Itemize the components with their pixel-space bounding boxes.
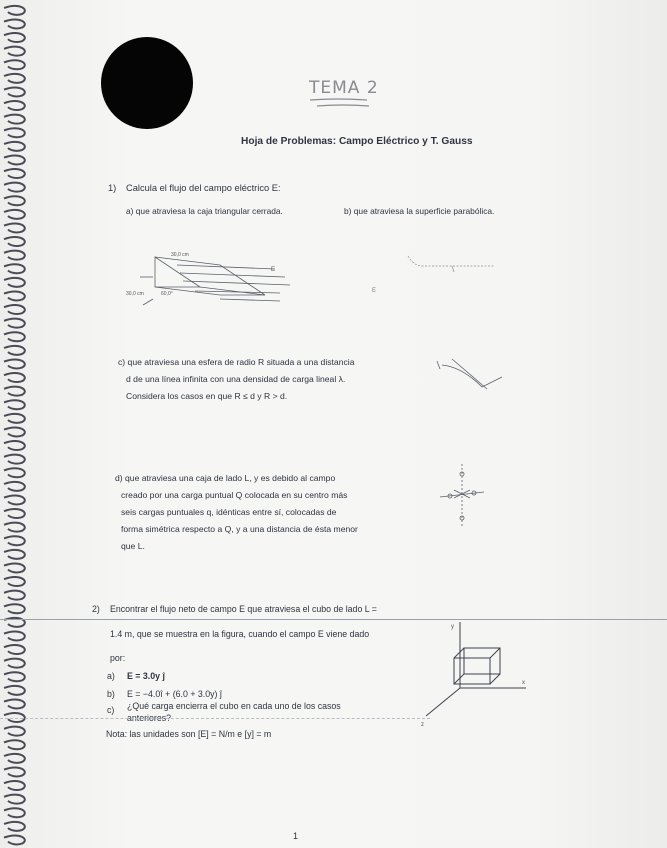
horizontal-rule bbox=[0, 619, 667, 620]
binding-ring bbox=[4, 509, 25, 518]
problem1-part-d bbox=[115, 470, 397, 555]
part-d-line-4: forma simétrica respecto a Q, y a una distancia de ésta menor bbox=[121, 524, 358, 534]
spiral-binding bbox=[0, 0, 40, 848]
binding-ring bbox=[4, 196, 25, 205]
binding-ring bbox=[4, 387, 25, 396]
fig-b-label-e: E bbox=[372, 288, 377, 294]
binding-ring bbox=[4, 155, 25, 164]
problem2-b-equation: E = −4.0î + (6.0 + 3.0y) ĵ bbox=[127, 689, 222, 699]
triangular-box-figure bbox=[125, 247, 295, 315]
problem2-number: 2) bbox=[92, 604, 100, 614]
binding-ring bbox=[4, 60, 25, 69]
binding-ring bbox=[4, 699, 25, 708]
cube-axes-figure bbox=[418, 618, 536, 728]
dashed-separator bbox=[0, 718, 430, 719]
binding-ring bbox=[4, 128, 25, 137]
binding-ring bbox=[4, 740, 25, 749]
problem2-line-2: 1.4 m, que se muestra en la figura, cuando el campo E viene dado bbox=[110, 629, 370, 639]
binding-ring bbox=[4, 210, 25, 219]
problem1-part-c bbox=[118, 354, 398, 405]
part-d-line-5: que L. bbox=[121, 541, 145, 551]
binding-ring bbox=[4, 305, 25, 314]
binding-ring bbox=[4, 346, 25, 355]
binding-ring bbox=[4, 47, 25, 56]
binding-ring bbox=[4, 251, 25, 260]
axis-label-z: z bbox=[421, 722, 424, 728]
problem2-a-equation: E = 3.0y ĵ bbox=[127, 671, 165, 681]
binding-ring bbox=[4, 359, 25, 368]
part-d-line-2: creado por una carga puntual Q colocada en su centro más bbox=[121, 490, 348, 500]
problem2-line-3: por: bbox=[110, 653, 126, 663]
problem2-b-label: b) bbox=[107, 689, 115, 699]
binding-ring bbox=[4, 754, 25, 763]
binding-ring bbox=[4, 319, 25, 328]
fig-a-label-bottom: 30,0 cm bbox=[126, 291, 144, 297]
parabolic-surface-figure bbox=[372, 252, 505, 297]
binding-ring bbox=[4, 264, 25, 273]
axis-label-y: y bbox=[451, 624, 454, 630]
binding-ring bbox=[4, 278, 25, 287]
binding-ring bbox=[4, 482, 25, 491]
binding-ring bbox=[4, 427, 25, 436]
binding-ring bbox=[4, 19, 25, 28]
binding-ring bbox=[4, 659, 25, 668]
problem1-part-a: a) que atraviesa la caja triangular cerrada. bbox=[126, 206, 283, 216]
problem1-intro: Calcula el flujo del campo eléctrico E: bbox=[126, 183, 281, 193]
binding-ring bbox=[4, 550, 25, 559]
problem2-c-text-1: ¿Qué carga encierra el cubo en cada uno de los casos bbox=[127, 701, 341, 711]
binding-ring bbox=[4, 142, 25, 151]
binding-ring bbox=[4, 441, 25, 450]
binding-ring bbox=[4, 727, 25, 736]
binding-ring bbox=[4, 183, 25, 192]
binding-ring bbox=[4, 604, 25, 613]
fig-a-label-side: 60,0° bbox=[161, 291, 173, 297]
binding-ring bbox=[4, 835, 25, 844]
point-charges-box-figure bbox=[432, 462, 492, 532]
binding-ring bbox=[4, 87, 25, 96]
binding-ring bbox=[4, 495, 25, 504]
axis-label-x: x bbox=[522, 680, 525, 686]
binding-ring bbox=[4, 101, 25, 110]
problem2-c-text-2: anteriores? bbox=[127, 713, 172, 723]
binding-ring bbox=[4, 115, 25, 124]
binding-ring bbox=[4, 563, 25, 572]
part-c-line-1: c) que atraviesa una esfera de radio R situada a una distancia bbox=[118, 357, 355, 367]
redaction-circle bbox=[101, 37, 193, 129]
part-c-line-2: d de una línea infinita con una densidad de carga lineal λ. bbox=[126, 374, 346, 384]
line-charge-sphere-figure bbox=[432, 357, 507, 397]
handwritten-underline bbox=[307, 97, 373, 109]
binding-ring bbox=[4, 33, 25, 42]
page-number: 1 bbox=[293, 831, 299, 841]
part-c-line-3: Considera los casos en que R ≤ d y R > d. bbox=[126, 391, 288, 401]
binding-ring bbox=[4, 591, 25, 600]
binding-ring bbox=[4, 455, 25, 464]
binding-ring bbox=[4, 536, 25, 545]
binding-ring bbox=[4, 468, 25, 477]
page-title: Hoja de Problemas: Campo Eléctrico y T. Gauss bbox=[241, 136, 473, 147]
problem2-c-label: c) bbox=[107, 705, 115, 715]
handwritten-title: TEMA 2 bbox=[309, 78, 379, 98]
binding-ring bbox=[4, 577, 25, 586]
binding-ring bbox=[4, 291, 25, 300]
problem1-part-b: b) que atraviesa la superficie parabólica. bbox=[344, 206, 495, 216]
problem1-number: 1) bbox=[108, 183, 117, 193]
problem2-note: Nota: las unidades son [E] = N/m e [y] = m bbox=[106, 729, 272, 739]
binding-ring bbox=[4, 822, 25, 831]
binding-ring bbox=[4, 400, 25, 409]
binding-ring bbox=[4, 237, 25, 246]
fig-a-label-top: 30,0 cm bbox=[171, 252, 189, 258]
binding-ring bbox=[4, 373, 25, 382]
binding-ring bbox=[4, 74, 25, 83]
binding-ring bbox=[4, 672, 25, 681]
part-d-line-1: d) que atraviesa una caja de lado L, y es debido al campo bbox=[115, 473, 336, 483]
problem2-line-1: Encontrar el flujo neto de campo E que atraviesa el cubo de lado L = bbox=[110, 604, 377, 614]
binding-ring bbox=[4, 686, 25, 695]
binding-ring bbox=[4, 781, 25, 790]
fig-a-label-e: E bbox=[271, 267, 276, 273]
binding-ring bbox=[4, 6, 25, 15]
binding-ring bbox=[4, 645, 25, 654]
binding-ring bbox=[4, 169, 25, 178]
binding-ring bbox=[4, 523, 25, 532]
binding-ring bbox=[4, 631, 25, 640]
binding-ring bbox=[4, 767, 25, 776]
problem2-a-label: a) bbox=[107, 671, 115, 681]
binding-ring bbox=[4, 223, 25, 232]
binding-ring bbox=[4, 332, 25, 341]
binding-ring bbox=[4, 795, 25, 804]
binding-ring bbox=[4, 414, 25, 423]
part-d-line-3: seis cargas puntuales q, idénticas entre sí, colocadas de bbox=[121, 507, 337, 517]
binding-ring bbox=[4, 808, 25, 817]
